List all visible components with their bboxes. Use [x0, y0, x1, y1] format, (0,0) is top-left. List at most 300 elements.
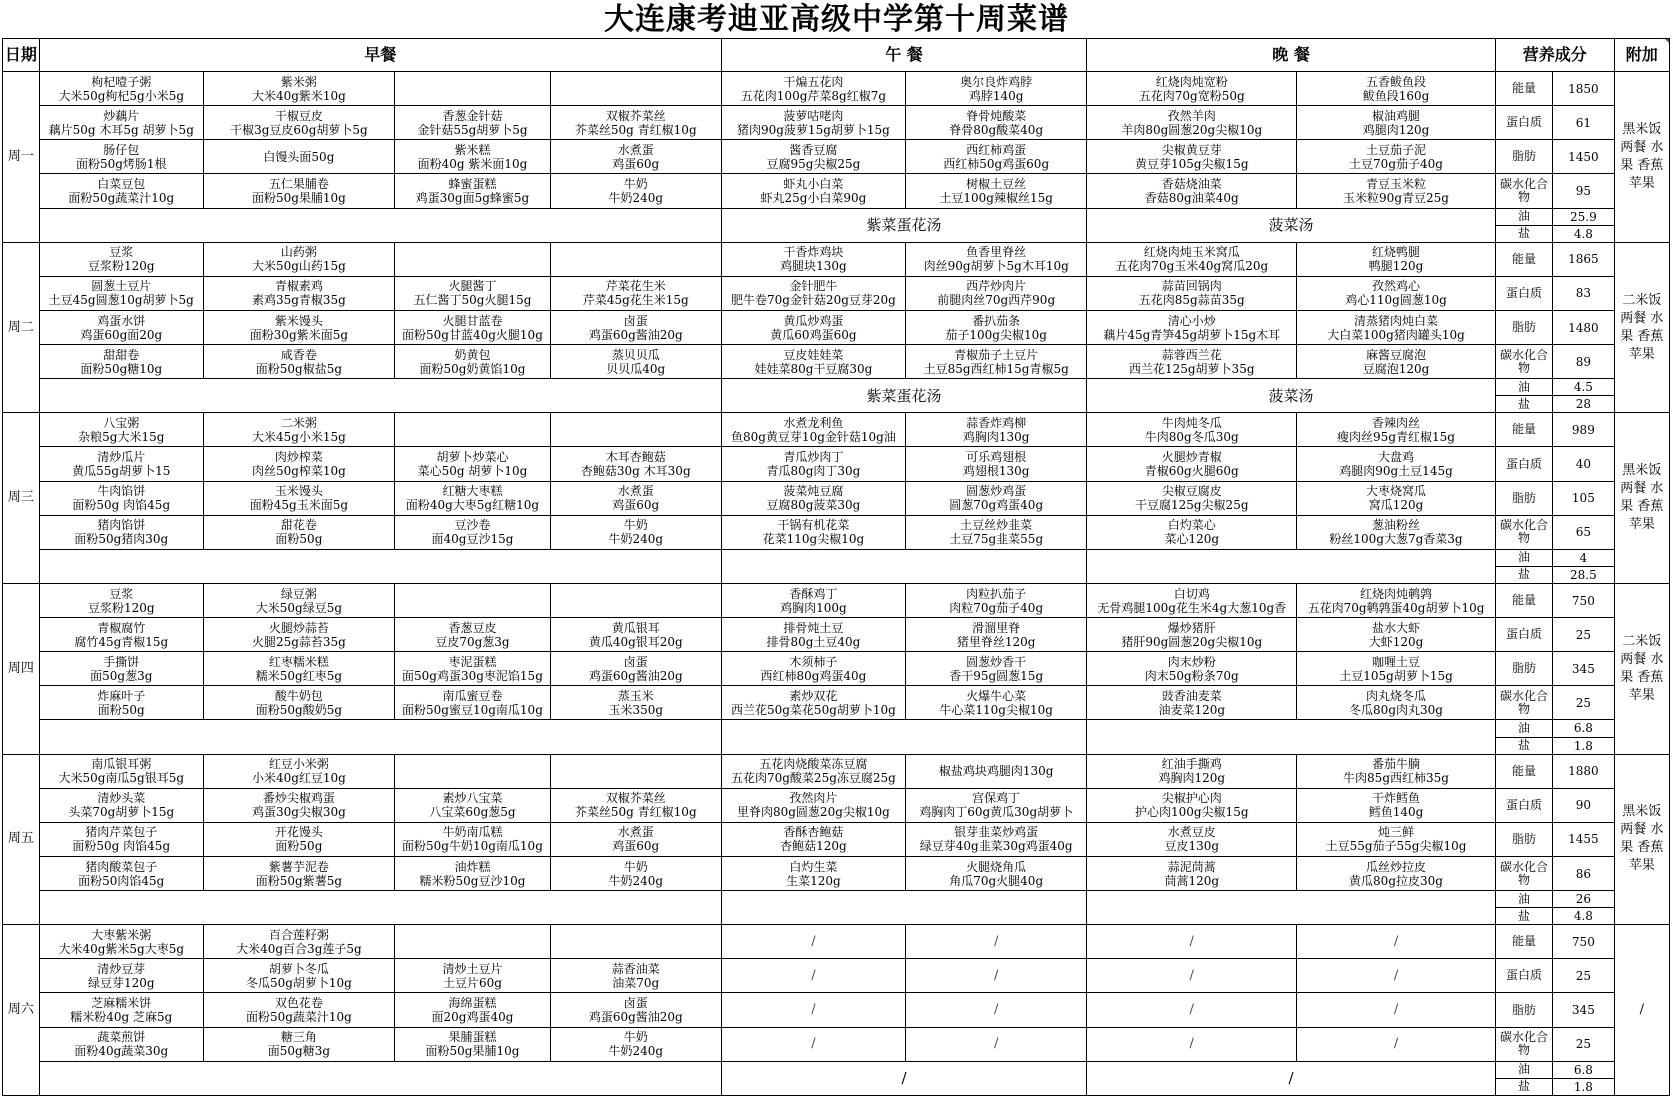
dish-detail: 黄瓜40g银耳20g: [588, 634, 683, 649]
dish-cell: [906, 345, 1087, 379]
dish-cell: [203, 788, 394, 822]
dish-cell: [203, 242, 394, 276]
dish-cell: [395, 788, 551, 822]
dish-cell: [550, 583, 721, 617]
dish-name: 青椒茄子土豆片: [954, 347, 1039, 362]
dish-detail: 鸡蛋60g: [612, 498, 660, 513]
dish-name: 香辣肉丝: [1372, 415, 1421, 430]
nutrition-label-carb: 碳水化合物: [1495, 686, 1552, 720]
dish-name: 虾丸小白菜: [783, 177, 844, 191]
dish-name: 蜂蜜蛋糕: [448, 177, 497, 191]
dish-name: /: [811, 1002, 816, 1017]
dish-cell: [550, 1027, 721, 1061]
dish-detail: 面粉45g玉米面5g: [249, 498, 349, 513]
dish-name: 清炒豆芽: [97, 961, 146, 976]
dish-cell: [550, 925, 721, 959]
dish-detail: 鸡蛋30g面5g蜂蜜5g: [415, 191, 530, 205]
dish-name: 紫米糕: [454, 142, 491, 157]
day-row: [3, 754, 1670, 788]
dish-cell: [39, 242, 203, 276]
day-row: [3, 925, 1670, 959]
dish-detail: 鲅鱼段160g: [1362, 88, 1430, 103]
nutrition-value-carb: 25: [1553, 686, 1614, 720]
nutrition-label-energy: 能量: [1495, 242, 1552, 276]
dish-detail: 面粉50g甘蓝40g火腿10g: [402, 327, 543, 342]
dish-cell: [1087, 822, 1297, 856]
dish-cell: [395, 583, 551, 617]
dish-cell: [550, 413, 721, 447]
dish-cell: [1087, 959, 1297, 993]
nutrition-value-energy: 989: [1553, 413, 1614, 447]
dish-name: 土豆丝炒韭菜: [960, 518, 1033, 533]
dish-detail: 黄瓜55g胡萝卜15: [72, 464, 171, 478]
dish-cell: [721, 856, 905, 890]
dish-detail: 玉米粒90g青豆25g: [1343, 191, 1449, 205]
dish-detail: 面粉50g: [97, 702, 145, 717]
dish-detail: 面粉50g蔬菜汁10g: [68, 191, 175, 205]
dish-detail: 牛奶240g: [608, 1044, 664, 1059]
dish-name: 豉香油麦菜: [1161, 688, 1222, 703]
nutrition-value-salt: 4.8: [1553, 908, 1614, 925]
dish-name: 素炒八宝菜: [442, 791, 503, 806]
dish-cell: [906, 856, 1087, 890]
dish-cell: [395, 345, 551, 379]
dish-name: 火腿炒蒜苔: [268, 620, 329, 635]
dish-cell: [39, 618, 203, 652]
dish-detail: 大米40g紫米10g: [251, 88, 346, 103]
dish-name: 尖椒黄豆芽: [1161, 142, 1222, 157]
dish-cell: [1087, 652, 1297, 686]
dish-name: 紫米馒头: [274, 313, 323, 328]
dish-name: 双椒芥菜丝: [605, 108, 666, 123]
day-row: [3, 413, 1670, 447]
nutrition-label-salt: 盐: [1495, 908, 1552, 925]
dish-cell: [395, 856, 551, 890]
nutrition-label-salt: 盐: [1495, 1078, 1552, 1095]
dish-name: 肉炒榨菜: [274, 450, 323, 464]
dish-detail: 黄瓜60鸡蛋60g: [770, 327, 857, 342]
dish-name: 蒸玉米: [617, 688, 654, 703]
dish-name: /: [993, 1036, 999, 1052]
header-nutrition: 营养成分: [1495, 39, 1614, 72]
dish-cell: [1297, 310, 1496, 344]
dish-name: 八宝粥: [103, 415, 140, 430]
dish-name: 大盘鸡: [1378, 450, 1415, 464]
nutrition-label-fat: 脂肪: [1495, 822, 1552, 856]
dish-cell: [906, 447, 1087, 481]
soup-spacer: [39, 549, 721, 583]
dish-cell: [721, 788, 905, 822]
dish-cell: [39, 447, 203, 481]
nutrition-value-carb: 65: [1553, 515, 1614, 549]
nutrition-label-salt: 盐: [1495, 737, 1552, 754]
nutrition-value-fat: 105: [1553, 481, 1614, 515]
dish-name: 宫保鸡丁: [972, 791, 1021, 806]
dish-name: 南瓜银耳粥: [91, 757, 152, 772]
nutrition-value-fat: 1480: [1553, 310, 1614, 344]
dish-cell: [721, 72, 905, 106]
dish-detail: 五仁酱丁50g火腿15g: [413, 293, 532, 308]
dish-cell: [395, 686, 551, 720]
dish-name: 清炒土豆片: [442, 961, 503, 976]
dish-detail: 窝瓜120g: [1368, 498, 1424, 513]
dish-cell: [39, 788, 203, 822]
dish-detail: 脊骨80g酸菜40g: [949, 122, 1044, 137]
nutrition-value-protein: 25: [1553, 618, 1614, 652]
dish-detail: 面40g豆沙15g: [431, 532, 514, 547]
dish-name: /: [1189, 1002, 1194, 1017]
dish-cell: [1087, 993, 1297, 1027]
dish-cell: [721, 1027, 905, 1061]
dish-name: 猪肉酸菜包子: [85, 859, 158, 874]
dish-detail: 圆葱70g鸡蛋40g: [949, 498, 1044, 513]
dish-name: 椒盐鸡块鸡腿肉130g: [938, 764, 1054, 779]
dish-name: 水煮蛋: [617, 484, 654, 499]
dish-name: 葱油粉丝: [1372, 518, 1421, 533]
dish-cell: [550, 140, 721, 174]
dish-detail: 牛奶240g: [608, 191, 664, 205]
dish-name: /: [1189, 967, 1194, 983]
dish-detail: 鸡腿肉120g: [1362, 122, 1430, 137]
dish-name: 土豆茄子泥: [1366, 142, 1427, 157]
dish-name: 麻酱豆腐泡: [1366, 347, 1427, 362]
nutrition-label-carb: 碳水化合物: [1495, 174, 1552, 208]
dish-name: 火腿烧角瓜: [966, 859, 1027, 874]
day-label: 周二: [3, 242, 40, 413]
soup-spacer: [39, 891, 721, 925]
dish-cell: [203, 618, 394, 652]
dish-name: 肉粒扒茄子: [966, 586, 1027, 601]
nutrition-value-carb: 25: [1553, 1027, 1614, 1061]
dinner-soup: /: [1087, 1061, 1496, 1095]
nutrition-label-oil: 油: [1495, 379, 1552, 396]
nutrition-value-salt: 28: [1553, 396, 1614, 413]
dish-cell: [203, 276, 394, 310]
dish-name: 南瓜蜜豆卷: [442, 688, 503, 703]
extra-note: /: [1614, 925, 1669, 1096]
dish-cell: [721, 310, 905, 344]
dish-detail: 大米50g枸杞5g小米5g: [58, 88, 185, 103]
dish-name: 青瓜炒肉丁: [783, 450, 844, 464]
dish-detail: 肉丝90g胡萝卜5g木耳10g: [923, 259, 1069, 274]
dish-detail: 虾丸25g小白菜90g: [760, 191, 867, 205]
dish-detail: 黄豆芽105g尖椒15g: [1134, 156, 1249, 171]
nutrition-label-oil: 油: [1495, 208, 1552, 225]
dish-detail: 牛肉85g西红柿35g: [1343, 771, 1449, 786]
dish-detail: 羊肉80g圆葱20g尖椒10g: [1121, 122, 1263, 137]
dish-detail: 面粉50肉馅45g: [78, 873, 165, 888]
dish-detail: 贝贝瓜40g: [606, 361, 666, 376]
dish-name: 排骨炖土豆: [783, 620, 844, 635]
dish-detail: 面粉50g果脯10g: [425, 1044, 520, 1059]
dish-cell: [203, 174, 394, 208]
dish-detail: 杏鲍菇30g 木耳30g: [580, 464, 691, 478]
dish-cell: [906, 583, 1087, 617]
dish-detail: 豆皮70g葱3g: [435, 634, 510, 649]
dish-name: 牛奶: [623, 177, 648, 191]
nutrition-label-protein: 蛋白质: [1495, 959, 1552, 993]
dish-cell: [1087, 481, 1297, 515]
dish-name: 盐水大虾: [1372, 620, 1421, 635]
dish-name: 青豆玉米粒: [1366, 177, 1427, 191]
dish-detail: 土豆55g茄子55g尖椒10g: [1325, 839, 1467, 854]
nutrition-label-oil: 油: [1495, 1061, 1552, 1078]
dish-name: 红油手撕鸡: [1161, 757, 1222, 772]
dish-detail: 鸡蛋60g: [612, 156, 660, 171]
dish-cell: [906, 993, 1087, 1027]
dish-detail: 腐竹45g青椒15g: [74, 634, 169, 649]
dish-detail: 藕片45g青笋45g胡萝卜15g木耳: [1103, 327, 1281, 342]
day-label: 周三: [3, 413, 40, 584]
dish-cell: [39, 174, 203, 208]
dish-detail: 青瓜80g肉丁30g: [766, 464, 861, 478]
dish-cell: [721, 652, 905, 686]
dish-cell: [721, 140, 905, 174]
dish-name: /: [1189, 933, 1194, 949]
dish-name: 白菜豆包: [97, 177, 146, 191]
dish-name: 火爆牛心菜: [966, 688, 1027, 703]
day-row: [3, 891, 1670, 908]
dish-name: 香葱豆皮: [448, 620, 497, 635]
soup-spacer: [39, 1061, 721, 1095]
dish-name: /: [1393, 933, 1399, 949]
dish-name: 双色花卷: [274, 996, 323, 1010]
dish-cell: [39, 515, 203, 549]
dish-name: 红豆小米粥: [268, 757, 329, 772]
nutrition-label-fat: 脂肪: [1495, 140, 1552, 174]
dish-name: 孜然羊肉: [1167, 108, 1216, 123]
dish-cell: [906, 515, 1087, 549]
day-row: [3, 618, 1670, 652]
nutrition-label-energy: 能量: [1495, 583, 1552, 617]
dish-detail: 鸡翅根130g: [962, 464, 1030, 478]
dish-cell: [721, 993, 905, 1027]
dish-detail: 五花肉70g酸菜25g冻豆腐25g: [730, 771, 896, 786]
dish-cell: [39, 754, 203, 788]
dish-name: 白馒头面50g: [263, 149, 335, 164]
nutrition-value-salt: 4.8: [1553, 225, 1614, 242]
dish-detail: 大米40g紫米5g大枣5g: [58, 941, 185, 956]
dish-detail: 鸭腿120g: [1368, 259, 1424, 274]
dish-detail: 大虾120g: [1368, 634, 1424, 649]
dish-cell: [1297, 72, 1496, 106]
dish-name: 油炸糕: [454, 859, 491, 874]
dish-cell: [395, 72, 551, 106]
dish-cell: [39, 686, 203, 720]
nutrition-value-oil: 25.9: [1553, 208, 1614, 225]
dish-cell: [906, 140, 1087, 174]
dish-name: 卤蛋: [623, 313, 648, 328]
dish-name: 豆沙卷: [454, 518, 491, 533]
nutrition-label-salt: 盐: [1495, 396, 1552, 413]
dish-detail: 茄子100g尖椒10g: [945, 327, 1047, 342]
dish-detail: 土豆100g辣椒丝15g: [939, 191, 1053, 205]
dish-name: 清炒瓜片: [97, 450, 146, 464]
dish-detail: 鸡蛋30g尖椒30g: [251, 805, 346, 820]
nutrition-value-oil: 4: [1553, 549, 1614, 566]
day-row: [3, 345, 1670, 379]
dish-cell: [721, 106, 905, 140]
dish-detail: 面粉40g大枣5g红糖10g: [405, 498, 540, 513]
nutrition-label-energy: 能量: [1495, 72, 1552, 106]
dish-cell: [906, 822, 1087, 856]
dish-name: 酸牛奶包: [274, 688, 323, 703]
dish-name: 奥尔良炸鸡脖: [960, 74, 1033, 89]
dish-cell: [550, 822, 721, 856]
dish-detail: 牛奶240g: [608, 873, 664, 888]
day-label: 周六: [3, 925, 40, 1096]
dish-name: 豆浆: [109, 245, 134, 260]
dish-detail: 糯米粉40g 芝麻5g: [70, 1010, 173, 1024]
dish-name: 木耳杏鲍菇: [605, 450, 666, 464]
dish-cell: [395, 242, 551, 276]
dish-detail: 八宝菜60g葱5g: [429, 805, 516, 820]
dish-cell: [39, 481, 203, 515]
dish-detail: 大白菜100g猪肉罐头10g: [1327, 327, 1465, 342]
dish-cell: [203, 413, 394, 447]
dish-cell: [203, 583, 394, 617]
dish-cell: [203, 959, 394, 993]
dish-cell: [395, 993, 551, 1027]
dish-detail: 西兰花50g菜花50g胡萝卜10g: [730, 702, 896, 717]
dish-detail: 小米40g红豆10g: [251, 771, 346, 786]
nutrition-value-protein: 83: [1553, 276, 1614, 310]
dish-detail: 面粉50g椒盐5g: [255, 361, 343, 376]
dish-detail: 猪肉90g菠萝15g胡萝卜15g: [736, 122, 890, 137]
dish-cell: [203, 822, 394, 856]
dish-cell: [1297, 515, 1496, 549]
dish-cell: [721, 686, 905, 720]
dish-detail: 鸡腿肉90g土豆145g: [1339, 464, 1453, 478]
dish-cell: [906, 106, 1087, 140]
dish-cell: [39, 276, 203, 310]
dish-name: 水煮豆皮: [1167, 825, 1216, 840]
dish-detail: 豆浆粉120g: [87, 259, 155, 274]
dish-name: 银芽韭菜炒鸡蛋: [954, 825, 1039, 840]
dish-cell: [395, 925, 551, 959]
extra-note: 黑米饭 两餐 水果 香蕉 苹果: [1614, 72, 1669, 243]
dish-cell: [395, 276, 551, 310]
dish-name: /: [1393, 967, 1399, 983]
dish-name: 菠菜炖豆腐: [783, 484, 844, 499]
dish-name: /: [1189, 1036, 1194, 1052]
dish-detail: 鸡蛋60g面20g: [80, 327, 163, 342]
dish-detail: 面粉50g蜜豆10g南瓜10g: [402, 702, 543, 717]
dish-cell: [39, 822, 203, 856]
dish-detail: 鳕鱼140g: [1368, 805, 1424, 820]
dinner-soup: [1087, 891, 1496, 925]
dish-name: 酱香豆腐: [789, 142, 838, 157]
dish-cell: [1297, 583, 1496, 617]
nutrition-label-fat: 脂肪: [1495, 310, 1552, 344]
dish-detail: 无骨鸡腿100g花生米4g大葱10g香: [1097, 600, 1287, 615]
dish-name: 菠萝咕咾肉: [783, 108, 844, 123]
dish-name: 紫米粥: [280, 74, 317, 89]
lunch-soup: [721, 891, 1087, 925]
dish-detail: 前腿肉丝70g西芹90g: [937, 293, 1056, 308]
dish-cell: [203, 106, 394, 140]
dish-name: 牛肉馅饼: [97, 484, 146, 499]
nutrition-value-fat: 345: [1553, 993, 1614, 1027]
dish-name: 鱼香里脊丝: [966, 245, 1027, 260]
dish-name: 脊骨炖酸菜: [966, 108, 1027, 123]
dish-name: 圆葱炒鸡蛋: [966, 484, 1027, 499]
day-row: [3, 549, 1670, 566]
dish-name: 奶黄包: [454, 347, 491, 362]
dish-cell: [395, 447, 551, 481]
dish-cell: [1297, 754, 1496, 788]
day-row: [3, 174, 1670, 208]
nutrition-value-energy: 1850: [1553, 72, 1614, 106]
dish-name: 干香炸鸡块: [783, 245, 844, 260]
dish-cell: [395, 140, 551, 174]
dish-name: 清炒头菜: [97, 791, 146, 806]
dish-detail: 肉丝50g榨菜10g: [251, 464, 346, 478]
dish-name: 果脯蛋糕: [448, 1030, 497, 1045]
extra-note: 二米饭 两餐 水果 香蕉 苹果: [1614, 242, 1669, 413]
header-extra: 附加: [1614, 39, 1669, 72]
dish-detail: 绿豆芽40g韭菜30g鸡蛋40g: [919, 839, 1073, 854]
dish-name: 猪肉芹菜包子: [85, 825, 158, 840]
dish-name: 紫薯芋泥卷: [268, 859, 329, 874]
day-row: [3, 242, 1670, 276]
dish-cell: [550, 447, 721, 481]
dish-cell: [550, 754, 721, 788]
dish-name: 圆葱土豆片: [91, 279, 152, 294]
dish-cell: [203, 72, 394, 106]
dish-name: 牛奶: [623, 1030, 648, 1045]
dish-cell: [1297, 106, 1496, 140]
dish-cell: [721, 276, 905, 310]
dish-name: 炸麻叶子: [97, 688, 146, 703]
dish-name: /: [1393, 1036, 1399, 1052]
dish-name: 开花馒头: [274, 825, 323, 840]
dish-name: 干炸鳕鱼: [1372, 791, 1421, 806]
dish-cell: [1087, 345, 1297, 379]
dish-name: 孜然肉片: [789, 791, 838, 806]
dish-name: 咖喱土豆: [1372, 654, 1421, 669]
dish-cell: [395, 515, 551, 549]
dish-detail: 面粉50g奶黄馅10g: [419, 361, 526, 376]
dish-name: 树椒土豆丝: [966, 177, 1027, 191]
dish-cell: [550, 959, 721, 993]
dish-detail: 干豆腐125g尖椒25g: [1134, 498, 1249, 513]
dish-cell: [1087, 413, 1297, 447]
nutrition-value-salt: 1.8: [1553, 1078, 1614, 1095]
nutrition-value-fat: 345: [1553, 652, 1614, 686]
dish-cell: [1087, 310, 1297, 344]
dish-name: 肉丸烧冬瓜: [1366, 688, 1427, 703]
soup-spacer: [39, 379, 721, 413]
dish-cell: [395, 959, 551, 993]
dish-cell: [721, 925, 905, 959]
nutrition-value-oil: 6.8: [1553, 1061, 1614, 1078]
dish-name: 蒜蓉西兰花: [1161, 347, 1222, 362]
dish-cell: [1087, 1027, 1297, 1061]
dish-cell: [550, 686, 721, 720]
dish-name: 干锅有机花菜: [777, 518, 850, 533]
dish-detail: 豆腐泡120g: [1362, 361, 1430, 376]
dish-name: /: [993, 967, 999, 983]
dish-cell: [906, 1027, 1087, 1061]
dish-detail: 护心肉100g尖椒15g: [1134, 805, 1249, 820]
dinner-soup: [1087, 720, 1496, 754]
nutrition-label-energy: 能量: [1495, 754, 1552, 788]
dish-detail: 鸡蛋60g酱油20g: [588, 668, 683, 683]
dish-detail: 绿豆芽120g: [87, 975, 155, 990]
dish-cell: [906, 686, 1087, 720]
dish-cell: [550, 993, 721, 1027]
